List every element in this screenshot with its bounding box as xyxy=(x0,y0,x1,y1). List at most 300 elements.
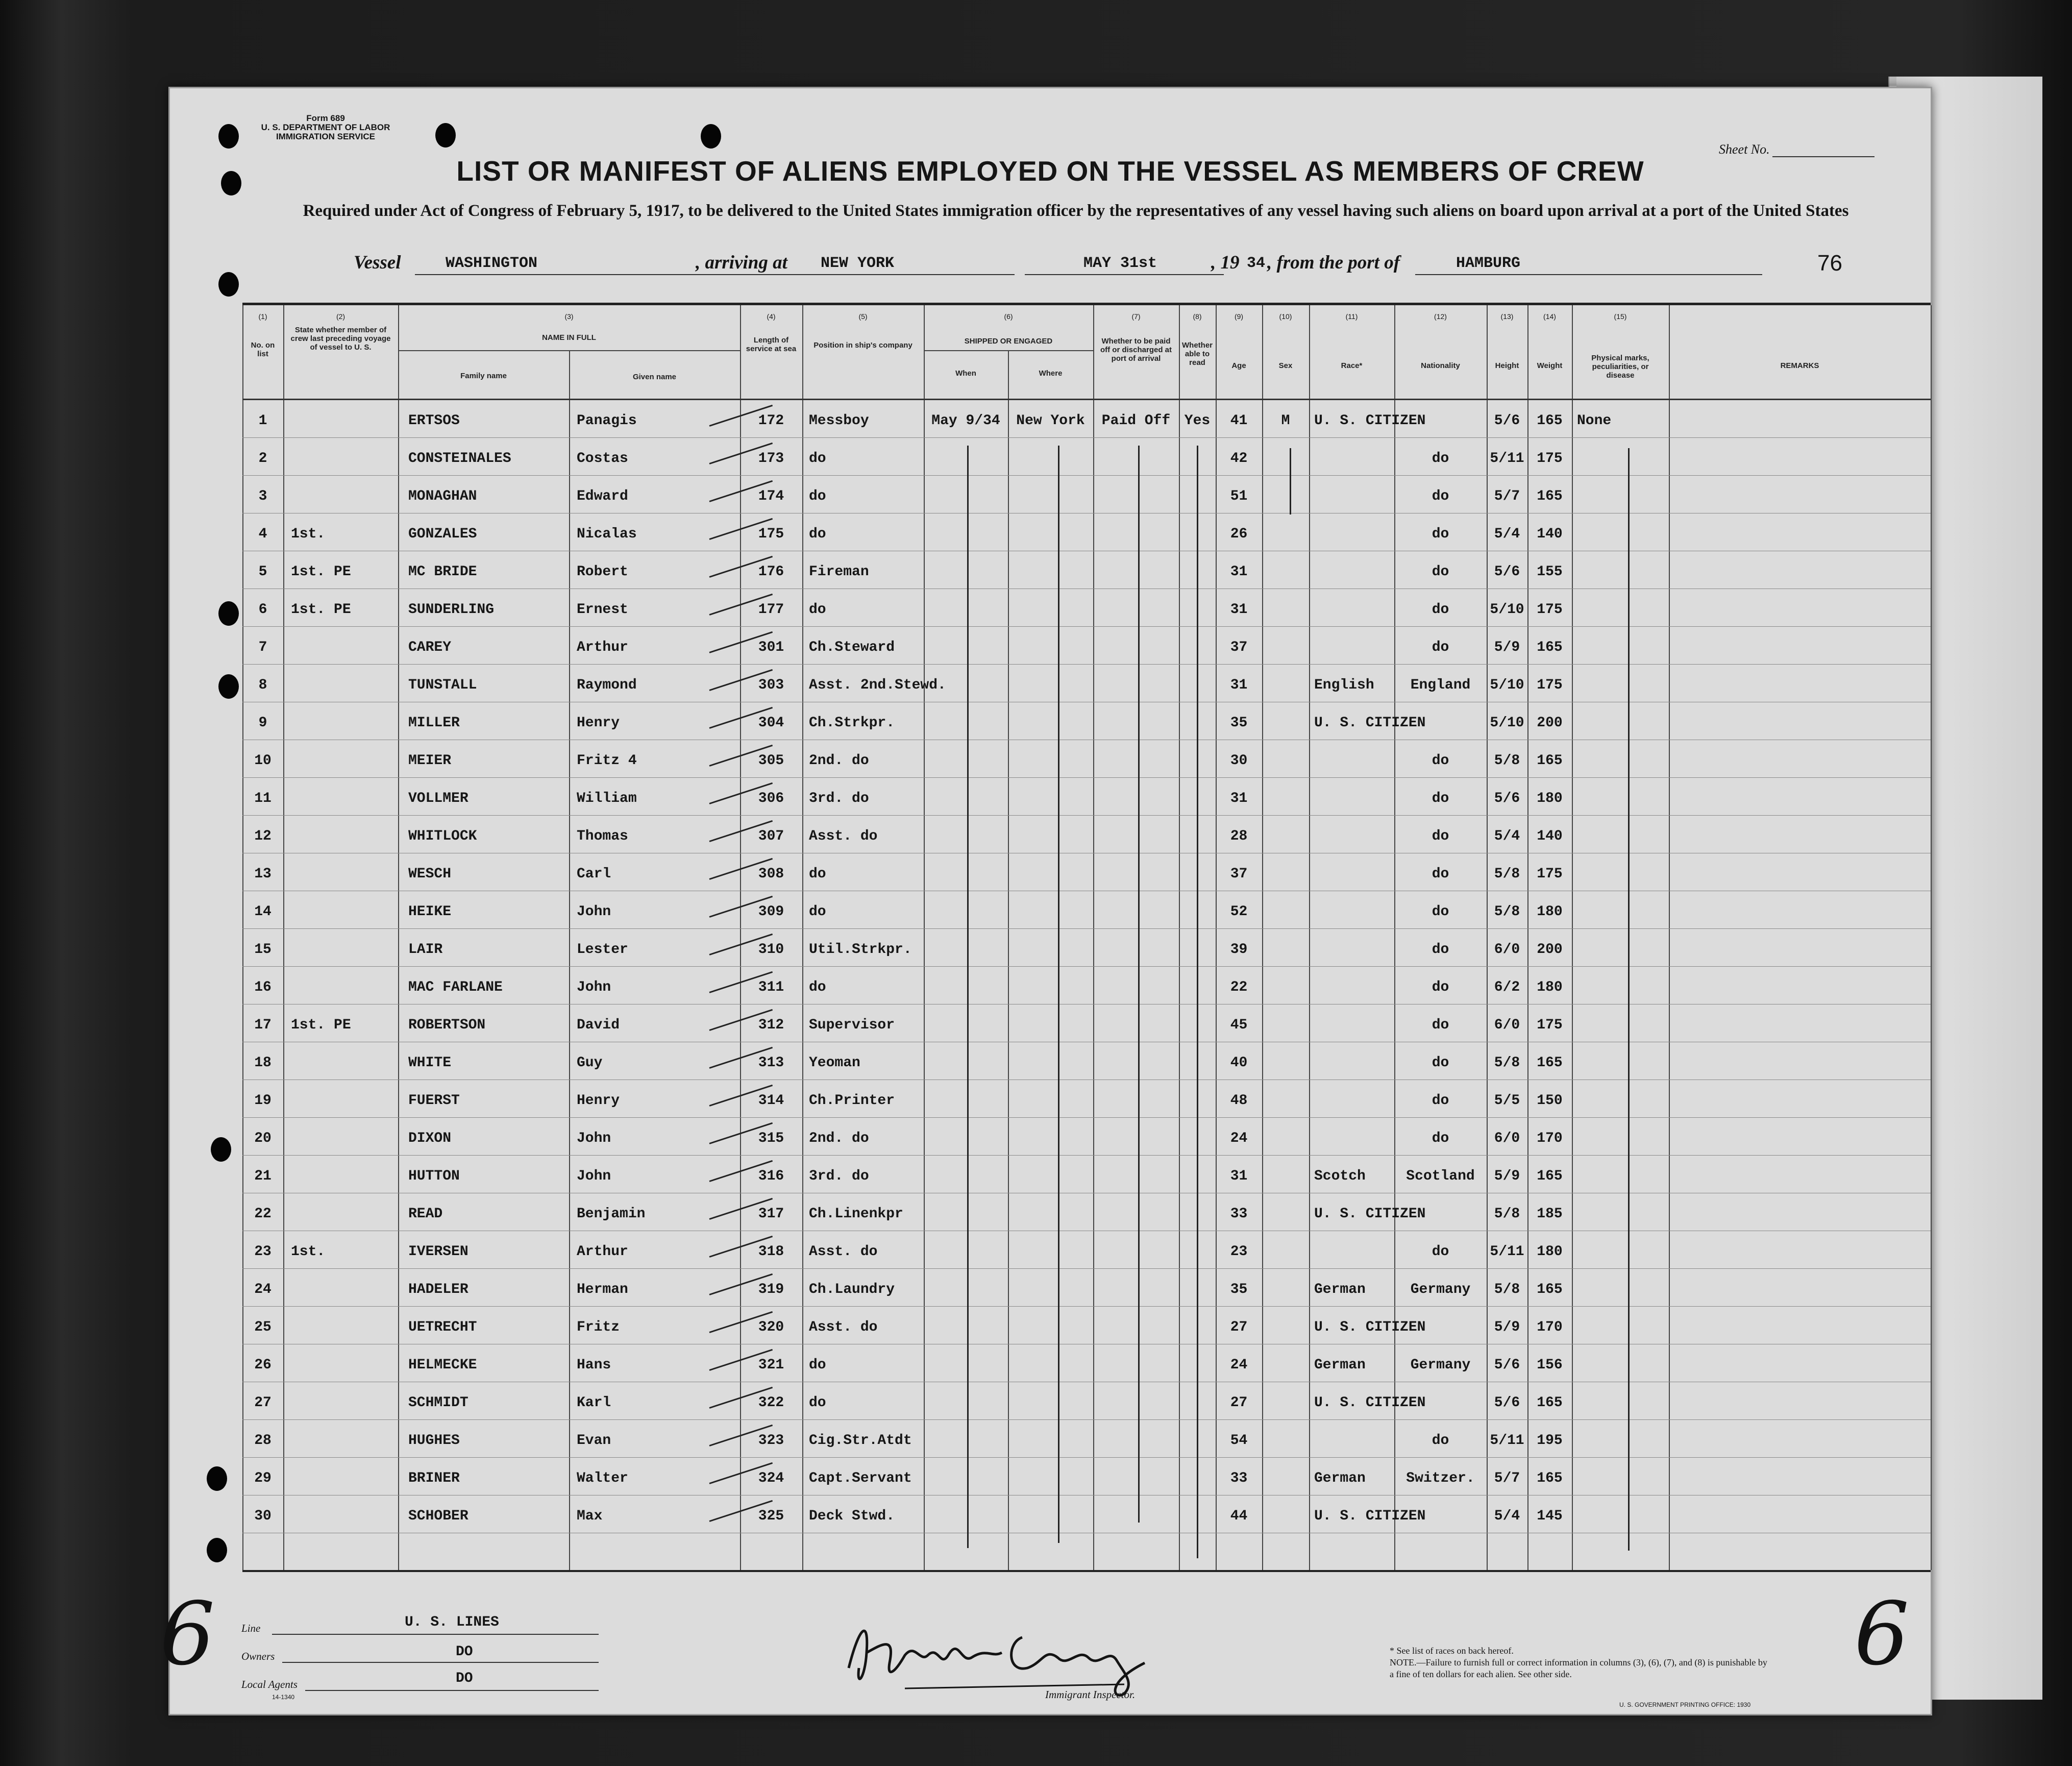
ditto-stroke xyxy=(1197,446,1198,1558)
punch-hole xyxy=(218,601,239,626)
cell-nationality: do xyxy=(1432,451,1449,467)
cell-no: 25 xyxy=(254,1319,272,1335)
cell-position: do xyxy=(809,488,826,504)
cell-age: 33 xyxy=(1230,1470,1248,1486)
line-label: Line xyxy=(241,1622,261,1634)
cell-service: 176 xyxy=(758,564,784,580)
cell-age: 31 xyxy=(1230,602,1248,618)
cell-family: ERTSOS xyxy=(408,413,460,429)
cell-family: MONAGHAN xyxy=(408,488,477,504)
cell-position: Asst. do xyxy=(809,1319,878,1335)
row-divider xyxy=(242,1155,1931,1156)
cell-nationality: do xyxy=(1432,753,1449,769)
cell-family: HEIKE xyxy=(408,904,452,920)
cell-height: 5/7 xyxy=(1494,1470,1520,1486)
cell-no: 23 xyxy=(254,1244,272,1260)
cell-age: 39 xyxy=(1230,942,1248,958)
cell-service: 316 xyxy=(758,1168,784,1184)
cell-height: 5/8 xyxy=(1494,866,1520,882)
cell-service: 313 xyxy=(758,1055,784,1071)
cell-age: 33 xyxy=(1230,1206,1248,1222)
year-prefix: , 19 xyxy=(1211,252,1240,273)
cell-age: 24 xyxy=(1230,1131,1248,1146)
cell-family: CONSTEINALES xyxy=(408,451,511,467)
vessel-name: WASHINGTON xyxy=(446,255,538,272)
cell-marks: None xyxy=(1577,413,1612,429)
cell-race: U. S. CITIZEN xyxy=(1314,413,1426,429)
cell-family: WESCH xyxy=(408,866,452,882)
cell-when: May 9/34 xyxy=(931,413,1000,429)
cell-race: U. S. CITIZEN xyxy=(1314,1395,1426,1411)
header-race: Race* xyxy=(1341,361,1363,370)
cell-weight: 165 xyxy=(1537,488,1563,504)
punch-hole xyxy=(218,124,239,149)
owners-label: Owners xyxy=(241,1650,275,1662)
manifest-sheet xyxy=(160,87,1932,1715)
cell-weight: 175 xyxy=(1537,451,1563,467)
cell-no: 30 xyxy=(254,1508,272,1524)
cell-family: TUNSTALL xyxy=(408,677,477,693)
cell-given: Robert xyxy=(577,564,628,580)
cell-given: John xyxy=(577,979,611,995)
cell-race: U. S. CITIZEN xyxy=(1314,1508,1426,1524)
row-divider xyxy=(242,1306,1931,1307)
cell-nationality: do xyxy=(1432,979,1449,995)
cell-position: Ch.Linenkpr xyxy=(809,1206,903,1222)
header-age: Age xyxy=(1231,361,1246,370)
cell-family: READ xyxy=(408,1206,443,1222)
row-divider xyxy=(242,437,1931,438)
cell-weight: 180 xyxy=(1537,904,1563,920)
cell-age: 28 xyxy=(1230,828,1248,844)
cell-given: Fritz 4 xyxy=(577,753,637,769)
cell-no: 10 xyxy=(254,753,272,769)
cell-position: 3rd. do xyxy=(809,791,869,806)
cell-height: 5/8 xyxy=(1494,904,1520,920)
row-divider xyxy=(242,1117,1931,1118)
cell-height: 6/2 xyxy=(1494,979,1520,995)
header-given-name: Given name xyxy=(632,373,677,381)
cell-race: German xyxy=(1314,1282,1366,1297)
cell-age: 41 xyxy=(1230,413,1248,429)
cell-family: HUGHES xyxy=(408,1433,460,1449)
cell-given: Guy xyxy=(577,1055,603,1071)
header-where: Where xyxy=(1039,369,1063,378)
header-family-name: Family name xyxy=(460,372,507,380)
cell-no: 15 xyxy=(254,942,272,958)
cell-given: John xyxy=(577,1168,611,1184)
cell-family: FUERST xyxy=(408,1093,460,1109)
cell-position: do xyxy=(809,526,826,542)
cell-family: MAC FARLANE xyxy=(408,979,503,995)
header-name-in-full: NAME IN FULL xyxy=(542,333,596,342)
cell-service: 320 xyxy=(758,1319,784,1335)
cell-family: SCHOBER xyxy=(408,1508,468,1524)
cell-service: 175 xyxy=(758,526,784,542)
cell-service: 312 xyxy=(758,1017,784,1033)
cell-position: 3rd. do xyxy=(809,1168,869,1184)
cell-given: William xyxy=(577,791,637,806)
cell-height: 5/4 xyxy=(1494,828,1520,844)
cell-height: 5/7 xyxy=(1494,488,1520,504)
cell-service: 317 xyxy=(758,1206,784,1222)
cell-family: CAREY xyxy=(408,640,452,655)
cell-service: 309 xyxy=(758,904,784,920)
cell-height: 5/4 xyxy=(1494,1508,1520,1524)
cell-weight: 175 xyxy=(1537,677,1563,693)
cell-age: 54 xyxy=(1230,1433,1248,1449)
cell-nationality: do xyxy=(1432,1433,1449,1449)
cell-family: SCHMIDT xyxy=(408,1395,468,1411)
cell-age: 42 xyxy=(1230,451,1248,467)
cell-nationality: do xyxy=(1432,1131,1449,1146)
header-nationality: Nationality xyxy=(1421,361,1460,370)
cell-nationality: Scotland xyxy=(1406,1168,1475,1184)
cell-no: 6 xyxy=(258,602,267,618)
cell-position: Ch.Steward xyxy=(809,640,895,655)
cell-given: Evan xyxy=(577,1433,611,1449)
cell-service: 324 xyxy=(758,1470,784,1486)
cell-service: 322 xyxy=(758,1395,784,1411)
cell-nationality: do xyxy=(1432,564,1449,580)
punch-hole xyxy=(218,674,239,699)
cell-weight: 155 xyxy=(1537,564,1563,580)
header-when: When xyxy=(955,369,976,378)
header-height: Height xyxy=(1495,361,1519,370)
cell-age: 31 xyxy=(1230,791,1248,806)
footnote xyxy=(1390,1645,1767,1680)
cell-family: ROBERTSON xyxy=(408,1017,486,1033)
cell-race: German xyxy=(1314,1357,1366,1373)
punch-hole xyxy=(701,124,721,149)
row-divider xyxy=(242,664,1931,665)
cell-given: Carl xyxy=(577,866,611,882)
cell-given: Walter xyxy=(577,1470,628,1486)
cell-no: 26 xyxy=(254,1357,272,1373)
cell-no: 19 xyxy=(254,1093,272,1109)
cell-given: David xyxy=(577,1017,620,1033)
cell-no: 4 xyxy=(258,526,267,542)
cell-no: 18 xyxy=(254,1055,272,1071)
cell-race: U. S. CITIZEN xyxy=(1314,1319,1426,1335)
line-value: U. S. LINES xyxy=(405,1614,499,1630)
cell-weight: 175 xyxy=(1537,602,1563,618)
header-shipped-or-engaged: SHIPPED OR ENGAGED xyxy=(964,337,1053,346)
cell-age: 40 xyxy=(1230,1055,1248,1071)
cell-weight: 180 xyxy=(1537,979,1563,995)
cell-weight: 175 xyxy=(1537,866,1563,882)
cell-prev: 1st. PE xyxy=(291,1017,351,1033)
cell-position: Util.Strkpr. xyxy=(809,942,912,958)
handwritten-mark-left: 6 xyxy=(160,1584,215,1685)
cell-prev: 1st. xyxy=(291,526,326,542)
cell-family: LAIR xyxy=(408,942,443,958)
cell-weight: 145 xyxy=(1537,1508,1563,1524)
cell-nationality: do xyxy=(1432,602,1449,618)
header-length-of-service: Length of service at sea xyxy=(746,336,797,353)
races-note: * See list of races on back hereof. xyxy=(1390,1646,1514,1656)
cell-no: 29 xyxy=(254,1470,272,1486)
cell-nationality: do xyxy=(1432,488,1449,504)
cell-given: Max xyxy=(577,1508,603,1524)
row-divider xyxy=(242,966,1931,967)
header-paid-off: Whether to be paid off or discharged at port of arrival xyxy=(1100,337,1172,363)
cell-age: 22 xyxy=(1230,979,1248,995)
arrival-year: 34 xyxy=(1247,255,1266,272)
form-code: 14-1340 xyxy=(272,1694,295,1701)
arrival-port: NEW YORK xyxy=(821,255,895,272)
cell-given: Nicalas xyxy=(577,526,637,542)
cell-service: 315 xyxy=(758,1131,784,1146)
cell-height: 5/8 xyxy=(1494,1282,1520,1297)
cell-service: 319 xyxy=(758,1282,784,1297)
row-divider xyxy=(242,777,1931,778)
cell-weight: 140 xyxy=(1537,828,1563,844)
cell-service: 306 xyxy=(758,791,784,806)
cell-height: 6/0 xyxy=(1494,942,1520,958)
cell-weight: 180 xyxy=(1537,1244,1563,1260)
header-remarks: REMARKS xyxy=(1780,361,1819,370)
cell-age: 30 xyxy=(1230,753,1248,769)
header-able-to-read: Whether able to read xyxy=(1182,341,1213,367)
cell-position: do xyxy=(809,866,826,882)
cell-height: 5/6 xyxy=(1494,564,1520,580)
inspector-label: Immigrant Inspector. xyxy=(1045,1688,1136,1701)
cell-weight: 200 xyxy=(1537,942,1563,958)
cell-position: Asst. do xyxy=(809,828,878,844)
cell-no: 8 xyxy=(258,677,267,693)
cell-service: 304 xyxy=(758,715,784,731)
cell-height: 5/6 xyxy=(1494,413,1520,429)
cell-service: 177 xyxy=(758,602,784,618)
row-divider xyxy=(242,815,1931,816)
cell-position: do xyxy=(809,1395,826,1411)
cell-age: 35 xyxy=(1230,715,1248,731)
cell-family: HELMECKE xyxy=(408,1357,477,1373)
handwritten-sheet-number: 76 xyxy=(1817,251,1842,276)
cell-family: WHITLOCK xyxy=(408,828,477,844)
cell-weight: 200 xyxy=(1537,715,1563,731)
cell-position: Capt.Servant xyxy=(809,1470,912,1486)
cell-nationality: do xyxy=(1432,640,1449,655)
cell-height: 5/11 xyxy=(1490,451,1524,467)
cell-position: Fireman xyxy=(809,564,869,580)
cell-age: 44 xyxy=(1230,1508,1248,1524)
cell-nationality: do xyxy=(1432,1093,1449,1109)
crew-table: (1) No. on list (2) State whether member of crew last preceding voyage of vessel to U. S. (3) NAME IN FULL Family name Given name (4) Length of service at sea (5) Position in ship's company (6) SHIPPED OR ENGAGED When Where (7) Whether to be paid off or discharged at port of arrival (8) Whether able to read (9) Age (10) Sex (11) Race* (12) Nationality (13) Height (14) Weight (15) Physical marks, peculiarities, or disease REMARKS 1 ERTSOS Panagis 172 Messboy May 9/34 New York Paid Off Yes 41 M U. S. CITIZEN 5/6 165 None 2 CONSTEINALES Costas 173 do 42 do 5/11 175 3 MONAGHAN Edward 174 do 51 do 5/7 165 4 1st. GONZALES Nicalas 175 do 26 do 5/4 140 5 1st. PE MC BRIDE Robert 176 Fireman 31 do 5/6 155 6 1st. PE SUNDERLING Ernest 177 do 31 do 5/10 175 7 CAREY Arthur 301 Ch.Steward 37 do 5/9 165 8 TUNSTALL Raymond 303 Asst. 2nd.Stewd. 31 English England 5/10 175 9 MILLER Henry 304 Ch.Strkpr. 35 U. S. CITIZEN 5/10 200 10 MEIER Fritz 4 305 2nd. do 30 do 5/8 165 11 VOLLMER William 306 3rd. do 31 do 5/6 180 12 WHITLOCK Thomas 307 Asst. do 28 do 5/4 140 13 WESCH Carl 308 do 37 do 5/8 175 14 HEIKE John 309 do 52 do 5/8 180 15 LAIR Lester 310 Util.Strkpr. 39 do 6/0 200 16 MAC FARLANE John 311 do 22 do 6/2 180 17 1st. PE ROBERTSON David 312 Supervisor 45 do 6/0 175 18 WHITE Guy 313 Yeoman 40 do 5/8 165 19 FUERST Henry 314 Ch.Printer 48 do 5/5 150 20 DIXON John 315 2nd. do 24 do 6/0 170 21 HUTTON John 316 3rd. do 31 Scotch Scotland 5/9 165 22 READ Benjamin 317 Ch.Linenkpr 33 U. S. CITIZEN 5/8 185 23 1st. IVERSEN Arthur 318 Asst. do 23 do 5/11 180 24 HADELER Herman 319 Ch.Laundry 35 German Germany 5/8 165 25 UETRECHT Fritz 320 Asst. do 27 U. S. CITIZEN 5/9 170 26 HELMECKE Hans 321 do 24 German Germany 5/6 156 27 SCHMIDT Karl 322 do 27 U. S. CITIZEN 5/6 165 28 HUGHES Evan 323 Cig.Str.Atdt 54 do 5/11 195 29 BRINER Walter 324 Capt.Servant 33 German Switzer. 5/7 165 30 SCHOBER Max 325 Deck Stwd. 44 U. S. CITIZEN 5/4 145 xyxy=(242,303,1931,1572)
cell-no: 5 xyxy=(258,564,267,580)
cell-height: 5/9 xyxy=(1494,1168,1520,1184)
cell-age: 52 xyxy=(1230,904,1248,920)
ditto-stroke xyxy=(1290,448,1291,514)
cell-height: 5/8 xyxy=(1494,1206,1520,1222)
cell-family: BRINER xyxy=(408,1470,460,1486)
cell-given: John xyxy=(577,904,611,920)
cell-age: 31 xyxy=(1230,564,1248,580)
cell-age: 51 xyxy=(1230,488,1248,504)
ditto-stroke xyxy=(1138,446,1140,1523)
cell-family: IVERSEN xyxy=(408,1244,468,1260)
cell-given: Henry xyxy=(577,715,620,731)
header-previous-voyage: State whether member of crew last preceding voyage of vessel to U. S. xyxy=(290,326,391,352)
cell-age: 31 xyxy=(1230,1168,1248,1184)
cell-given: Thomas xyxy=(577,828,628,844)
cell-weight: 185 xyxy=(1537,1206,1563,1222)
cell-no: 2 xyxy=(258,451,267,467)
cell-sex: M xyxy=(1281,413,1290,429)
arriving-label: , arriving at xyxy=(696,252,787,273)
cell-nationality: do xyxy=(1432,828,1449,844)
cell-service: 174 xyxy=(758,488,784,504)
cell-given: Lester xyxy=(577,942,628,958)
row-divider xyxy=(242,1268,1931,1269)
cell-height: 5/11 xyxy=(1490,1433,1524,1449)
ditto-stroke xyxy=(1058,446,1059,1543)
cell-position: do xyxy=(809,904,826,920)
penalty-note: NOTE.—Failure to furnish full or correct information in columns (3), (6), (7), and (8) is punishable by a fine of ten dollars for each alien. See other side. xyxy=(1390,1657,1767,1679)
cell-height: 5/6 xyxy=(1494,1395,1520,1411)
cell-service: 173 xyxy=(758,451,784,467)
cell-position: 2nd. do xyxy=(809,753,869,769)
header-no-on-list: No. on list xyxy=(251,341,275,358)
cell-height: 5/6 xyxy=(1494,791,1520,806)
punch-hole xyxy=(211,1137,231,1162)
cell-given: Karl xyxy=(577,1395,611,1411)
cell-given: Raymond xyxy=(577,677,637,693)
cell-service: 301 xyxy=(758,640,784,655)
cell-given: Fritz xyxy=(577,1319,620,1335)
row-divider xyxy=(242,475,1931,476)
cell-nationality: do xyxy=(1432,1017,1449,1033)
agents-label: Local Agents xyxy=(241,1678,298,1690)
sheet-no-label: Sheet No. xyxy=(1719,142,1770,157)
cell-nationality: England xyxy=(1410,677,1471,693)
cell-service: 172 xyxy=(758,413,784,429)
cell-service: 323 xyxy=(758,1433,784,1449)
cell-nationality: Switzer. xyxy=(1406,1470,1475,1486)
cell-family: MC BRIDE xyxy=(408,564,477,580)
page-subtitle: Required under Act of Congress of February 5, 1917, to be delivered to the United States immigration officer by the representatives of any vessel having such aliens on board upon arrival at a port of the United States xyxy=(303,202,1849,220)
cell-family: HADELER xyxy=(408,1282,468,1297)
cell-service: 303 xyxy=(758,677,784,693)
cell-weight: 165 xyxy=(1537,413,1563,429)
cell-service: 325 xyxy=(758,1508,784,1524)
cell-weight: 165 xyxy=(1537,1470,1563,1486)
cell-service: 314 xyxy=(758,1093,784,1109)
cell-weight: 175 xyxy=(1537,1017,1563,1033)
cell-no: 9 xyxy=(258,715,267,731)
row-divider xyxy=(242,1457,1931,1458)
cell-given: Panagis xyxy=(577,413,637,429)
row-divider xyxy=(242,928,1931,929)
cell-age: 24 xyxy=(1230,1357,1248,1373)
cell-position: Deck Stwd. xyxy=(809,1508,895,1524)
cell-given: Benjamin xyxy=(577,1206,646,1222)
cell-no: 28 xyxy=(254,1433,272,1449)
cell-weight: 165 xyxy=(1537,1282,1563,1297)
from-port-label: , from the port of xyxy=(1267,252,1400,273)
cell-family: VOLLMER xyxy=(408,791,468,806)
row-divider xyxy=(242,588,1931,589)
cell-given: Arthur xyxy=(577,640,628,655)
cell-paid: Paid Off xyxy=(1101,413,1171,429)
cell-race: German xyxy=(1314,1470,1366,1486)
cell-given: Arthur xyxy=(577,1244,628,1260)
cell-service: 305 xyxy=(758,753,784,769)
cell-age: 23 xyxy=(1230,1244,1248,1260)
cell-height: 5/9 xyxy=(1494,1319,1520,1335)
cell-prev: 1st. PE xyxy=(291,564,351,580)
cell-family: MEIER xyxy=(408,753,452,769)
cell-nationality: do xyxy=(1432,791,1449,806)
cell-family: GONZALES xyxy=(408,526,477,542)
cell-height: 5/8 xyxy=(1494,753,1520,769)
cell-weight: 180 xyxy=(1537,791,1563,806)
cell-position: do xyxy=(809,451,826,467)
cell-race: Scotch xyxy=(1314,1168,1366,1184)
header-sex: Sex xyxy=(1278,361,1293,370)
cell-weight: 170 xyxy=(1537,1319,1563,1335)
ditto-stroke xyxy=(1628,448,1630,1551)
cell-given: Henry xyxy=(577,1093,620,1109)
header-physical-marks: Physical marks, peculiarities, or disease xyxy=(1591,354,1649,380)
cell-age: 27 xyxy=(1230,1395,1248,1411)
cell-age: 27 xyxy=(1230,1319,1248,1335)
agents-value: DO xyxy=(456,1671,473,1686)
cell-no: 14 xyxy=(254,904,272,920)
punch-hole xyxy=(207,1466,227,1491)
cell-nationality: do xyxy=(1432,1244,1449,1260)
cell-position: Yeoman xyxy=(809,1055,860,1071)
cell-age: 37 xyxy=(1230,640,1248,655)
cell-weight: 165 xyxy=(1537,1395,1563,1411)
header-position: Position in ship's company xyxy=(813,341,912,350)
cell-race: U. S. CITIZEN xyxy=(1314,715,1426,731)
page-title: LIST OR MANIFEST OF ALIENS EMPLOYED ON THE VESSEL AS MEMBERS OF CREW xyxy=(456,155,1644,187)
printer-credit: U. S. GOVERNMENT PRINTING OFFICE: 1930 xyxy=(1619,1701,1751,1708)
cell-given: Costas xyxy=(577,451,628,467)
cell-no: 12 xyxy=(254,828,272,844)
cell-height: 5/10 xyxy=(1490,602,1524,618)
cell-height: 5/11 xyxy=(1490,1244,1524,1260)
cell-given: Ernest xyxy=(577,602,628,618)
owners-value: DO xyxy=(456,1644,473,1660)
cell-position: Supervisor xyxy=(809,1017,895,1033)
cell-height: 5/9 xyxy=(1494,640,1520,655)
cell-no: 1 xyxy=(258,413,267,429)
cell-nationality: do xyxy=(1432,526,1449,542)
cell-position: do xyxy=(809,979,826,995)
cell-weight: 195 xyxy=(1537,1433,1563,1449)
cell-height: 5/8 xyxy=(1494,1055,1520,1071)
cell-nationality: do xyxy=(1432,1055,1449,1071)
cell-nationality: do xyxy=(1432,866,1449,882)
cell-family: UETRECHT xyxy=(408,1319,477,1335)
cell-height: 5/6 xyxy=(1494,1357,1520,1373)
cell-age: 37 xyxy=(1230,866,1248,882)
cell-position: Ch.Strkpr. xyxy=(809,715,895,731)
cell-height: 5/5 xyxy=(1494,1093,1520,1109)
cell-height: 5/10 xyxy=(1490,677,1524,693)
cell-given: Edward xyxy=(577,488,628,504)
cell-position: do xyxy=(809,1357,826,1373)
cell-no: 27 xyxy=(254,1395,272,1411)
cell-service: 321 xyxy=(758,1357,784,1373)
cell-height: 6/0 xyxy=(1494,1017,1520,1033)
cell-no: 20 xyxy=(254,1131,272,1146)
cell-weight: 140 xyxy=(1537,526,1563,542)
cell-service: 310 xyxy=(758,942,784,958)
